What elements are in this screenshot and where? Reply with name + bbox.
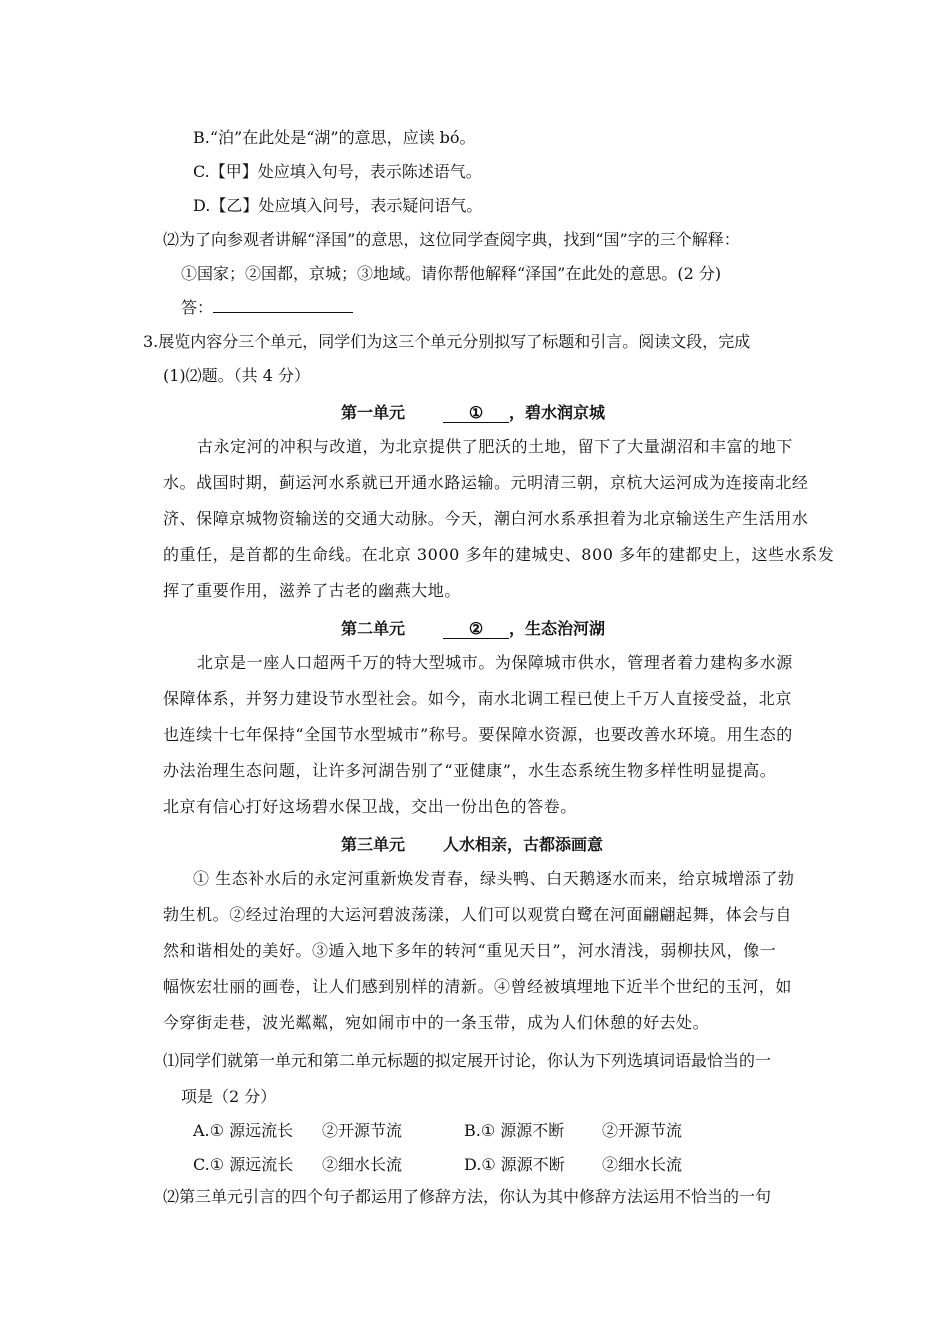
unit1-title-rest: ，碧水润京城: [509, 403, 606, 422]
unit2-label: 第二单元: [341, 619, 406, 638]
option-c: C.【甲】处应填入句号，表示陈述语气。: [193, 162, 482, 181]
q2-sub2-line1: ⑵为了向参观者讲解“泽国”的意思，这位同学查阅字典，找到“国”字的三个解释：: [163, 230, 740, 249]
unit3-line-2: 勃生机。②经过治理的大运河碧波荡漾，人们可以观赏白鹭在河面翩翩起舞，体会与自: [163, 905, 792, 924]
option-d: D.【乙】处应填入问号，表示疑问语气。: [193, 196, 483, 215]
choice-c-word2: ②细水长流: [322, 1155, 403, 1174]
choice-d-letter: D.: [464, 1155, 482, 1174]
choice-c[interactable]: [193, 1155, 293, 1175]
q2-sub2-line2: ①国家；②国都，京城；③地域。请你帮他解释“泽国”在此处的意思。(2 分): [181, 264, 722, 283]
unit2-line-1: 北京是一座人口超两千万的特大型城市。为保障城市供水，管理者着力建构多水源: [197, 653, 793, 672]
q3-1-line1: ⑴同学们就第一单元和第二单元标题的拟定展开讨论，你认为下列选填词语最恰当的一: [163, 1051, 772, 1070]
choice-d-word1: ① 源源不断: [481, 1155, 565, 1174]
unit3-line-4: 幅恢宏壮丽的画卷，让人们感到别样的清新。④曾经被填埋地下近半个世纪的玉河，如: [163, 977, 792, 996]
unit2-line-3: 也连续十七年保持“全国节水型城市”称号。要保障水资源，也要改善水环境。用生态的: [163, 725, 793, 744]
unit1-label: 第一单元: [341, 403, 406, 422]
unit1-line-1: 古永定河的冲积与改道，为北京提供了肥沃的土地，留下了大量湖沼和丰富的地下: [197, 437, 793, 456]
q3-stem-line1: 3.展览内容分三个单元，同学们为这三个单元分别拟写了标题和引言。阅读文段，完成: [143, 332, 751, 351]
unit2-heading: [341, 619, 605, 639]
unit2-title-rest: ，生态治河湖: [509, 619, 606, 638]
choice-a-word2: ②开源节流: [322, 1121, 403, 1140]
unit2-line-2: 保障体系，并努力建设节水型社会。如今，南水北调工程已使上千万人直接受益，北京: [163, 689, 792, 708]
unit1-line-2: 水。战国时期，蓟运河水系就已开通水路运输。元明清三朝，京杭大运河成为连接南北经: [163, 473, 809, 492]
unit3-line-1: ① 生态补水后的永定河重新焕发青春，绿头鸭、白天鹅逐水而来，给京城增添了勃: [193, 869, 795, 888]
choice-d-word2: ②细水长流: [602, 1155, 683, 1174]
unit3-line-5: 今穿街走巷，波光粼粼，宛如闹市中的一条玉带，成为人们休憩的好去处。: [163, 1013, 710, 1032]
choice-c-letter: C.: [193, 1155, 210, 1174]
unit1-line-5: 挥了重要作用，滋养了古老的幽燕大地。: [163, 581, 461, 600]
unit2-line-5: 北京有信心打好这场碧水保卫战，交出一份出色的答卷。: [163, 797, 577, 816]
choice-b-word1: ① 源源不断: [480, 1121, 565, 1140]
choice-b-letter: B.: [464, 1121, 481, 1140]
answer-blank[interactable]: [213, 312, 353, 313]
choice-a-word1: ① 源远流长: [209, 1121, 294, 1140]
choice-a[interactable]: [193, 1121, 293, 1141]
unit1-line-4: 的重任，是首都的生命线。在北京 3000 多年的建城史、800 多年的建都史上，这些水系发: [163, 545, 835, 564]
unit1-heading: [341, 403, 605, 423]
choice-a-letter: A.: [193, 1121, 210, 1140]
q3-2-line1: ⑵第三单元引言的四个句子都运用了修辞方法，你认为其中修辞方法运用不恰当的一句: [163, 1187, 772, 1206]
unit1-blank[interactable]: ①: [443, 404, 509, 423]
unit2-blank[interactable]: ②: [443, 620, 509, 639]
q3-stem-line2: (1)⑵题。（共 4 分）: [163, 366, 311, 385]
q3-1-line2: 项是（2 分）: [181, 1087, 277, 1106]
unit2-line-4: 办法治理生态问题，让许多河湖告别了“亚健康”，水生态系统生物多样性明显提高。: [163, 761, 777, 780]
choice-b[interactable]: [464, 1121, 564, 1141]
unit3-label: 第三单元: [341, 835, 406, 854]
unit3-heading: [341, 835, 603, 855]
unit3-line-3: 然和谐相处的美好。③遁入地下多年的转河“重见天日”，河水清浅，弱柳扶风，像一: [163, 941, 777, 960]
choice-b-word2: ②开源节流: [602, 1121, 683, 1140]
choice-c-word1: ① 源远流长: [209, 1155, 294, 1174]
option-b: B.“泊”在此处是“湖”的意思，应读 bó。: [193, 128, 476, 147]
choice-d[interactable]: [464, 1155, 565, 1175]
unit1-line-3: 济、保障京城物资输送的交通大动脉。今天，潮白河水系承担着为北京输送生产生活用水: [163, 509, 809, 528]
answer-row: [181, 298, 353, 318]
unit3-title-rest: 人水相亲，古都添画意: [443, 835, 604, 854]
answer-label: 答：: [181, 298, 214, 317]
